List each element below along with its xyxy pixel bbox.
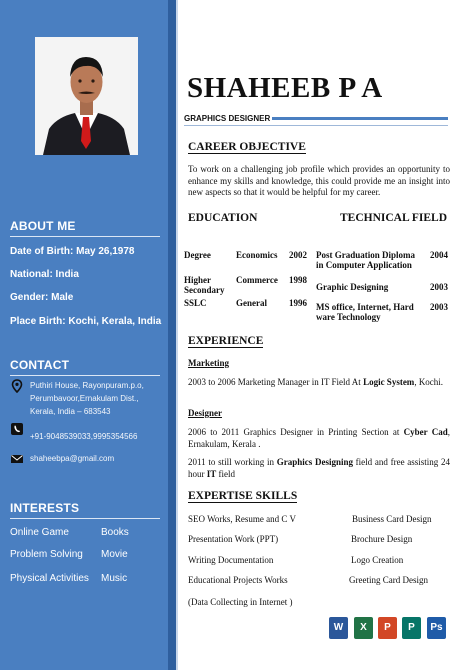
experience-marketing-label: Marketing <box>188 358 229 368</box>
about-birthplace: Place Birth: Kochi, Kerala, India <box>10 316 162 327</box>
interest-item: Problem Solving <box>10 549 83 560</box>
technical-course: Graphic Designing <box>316 282 389 292</box>
excel-icon: X <box>354 617 373 639</box>
education-year: 2002 <box>289 250 307 260</box>
education-subject: Commerce <box>236 275 278 285</box>
skill-item: Business Card Design <box>352 514 432 524</box>
skill-item: Educational Projects Works <box>188 575 288 585</box>
education-level: Degree <box>184 250 211 260</box>
contact-address-line-2: Perumbavoor,Ernakulam Dist., <box>30 394 139 403</box>
technical-year: 2003 <box>430 282 448 292</box>
expertise-skills-title: EXPERTISE SKILLS <box>188 490 298 502</box>
sidebar-stripe <box>168 0 176 670</box>
interests-divider <box>10 518 160 519</box>
about-dob: Date of Birth: May 26,1978 <box>10 246 135 257</box>
job-title: GRAPHICS DESIGNER <box>184 114 271 123</box>
about-gender: Gender: Male <box>10 292 74 303</box>
interest-item: Movie <box>101 549 128 560</box>
word-icon: W <box>329 617 348 639</box>
contact-address-line-3: Kerala, India – 683543 <box>30 407 111 416</box>
technical-year: 2003 <box>430 302 448 312</box>
skill-item: Presentation Work (PPT) <box>188 534 279 544</box>
job-title-rule <box>184 125 448 126</box>
career-objective-text: To work on a challenging job profile which provides an opportunity to enhance my skills and knowledge, this could provide me an insight into new aspects so that it would be helpful for my career. <box>188 164 450 197</box>
education-level: Higher Secondary <box>184 275 225 295</box>
contact-title: CONTACT <box>10 358 70 372</box>
profile-photo <box>35 37 138 155</box>
education-level: SSLC <box>184 298 207 308</box>
skill-item: SEO Works, Resume and C V <box>188 514 296 524</box>
skill-item: Greeting Card Design <box>349 575 428 585</box>
publisher-icon: P <box>402 617 421 639</box>
about-nationality: National: India <box>10 269 79 280</box>
experience-designer-text-1: 2006 to 2011 Graphics Designer in Printing Section at Cyber Cad, Ernakulam, Kerala . <box>188 427 451 449</box>
education-year: 1996 <box>289 298 307 308</box>
about-divider <box>10 236 160 237</box>
powerpoint-icon: P <box>378 617 397 639</box>
interest-item: Books <box>101 527 129 538</box>
experience-designer-text-2: 2011 to still working in Graphics Designing field and free assisting 24 hour IT field <box>188 457 451 479</box>
interest-item: Physical Activities <box>10 573 89 584</box>
skill-item: Logo Creation <box>351 555 404 565</box>
experience-marketing-text: 2003 to 2006 Marketing Manager in IT Field At Logic System, Kochi. <box>188 377 444 387</box>
education-subject: General <box>236 298 267 308</box>
education-title: EDUCATION <box>188 212 258 224</box>
technical-year: 2004 <box>430 250 448 260</box>
interest-item: Music <box>101 573 128 584</box>
contact-address-line-1: Puthiri House, Rayonpuram.p.o, <box>30 381 144 390</box>
candidate-name: SHAHEEB P A <box>187 72 383 104</box>
skill-item: Writing Documentation <box>188 555 274 565</box>
experience-title: EXPERIENCE <box>188 335 264 347</box>
location-pin-icon <box>10 379 24 393</box>
education-year: 1998 <box>289 275 307 285</box>
sidebar <box>0 0 168 670</box>
education-subject: Economics <box>236 250 278 260</box>
skill-item: Brochure Design <box>351 534 413 544</box>
about-title: ABOUT ME <box>10 219 76 233</box>
career-objective-title: CAREER OBJECTIVE <box>188 141 306 153</box>
technical-course: MS office, Internet, Hard ware Technology <box>316 302 414 322</box>
interest-item: Online Game <box>10 527 69 538</box>
email-icon <box>10 452 24 466</box>
interests-title: INTERESTS <box>10 501 80 515</box>
contact-email[interactable]: shaheebpa@gmail.com <box>30 454 115 463</box>
person-portrait-icon <box>35 37 138 155</box>
sidebar-stripe-light <box>176 0 178 670</box>
phone-icon <box>10 422 24 436</box>
technical-field-title: TECHNICAL FIELD <box>340 212 448 224</box>
job-title-bar <box>272 117 448 120</box>
experience-designer-label: Designer <box>188 408 222 418</box>
contact-divider <box>10 375 160 376</box>
photoshop-icon: Ps <box>427 617 446 639</box>
contact-phone[interactable]: +91-9048539033,9995354566 <box>30 432 138 441</box>
skill-note: (Data Collecting in Internet ) <box>188 597 293 607</box>
technical-course: Post Graduation Diploma in Computer Application <box>316 250 416 270</box>
